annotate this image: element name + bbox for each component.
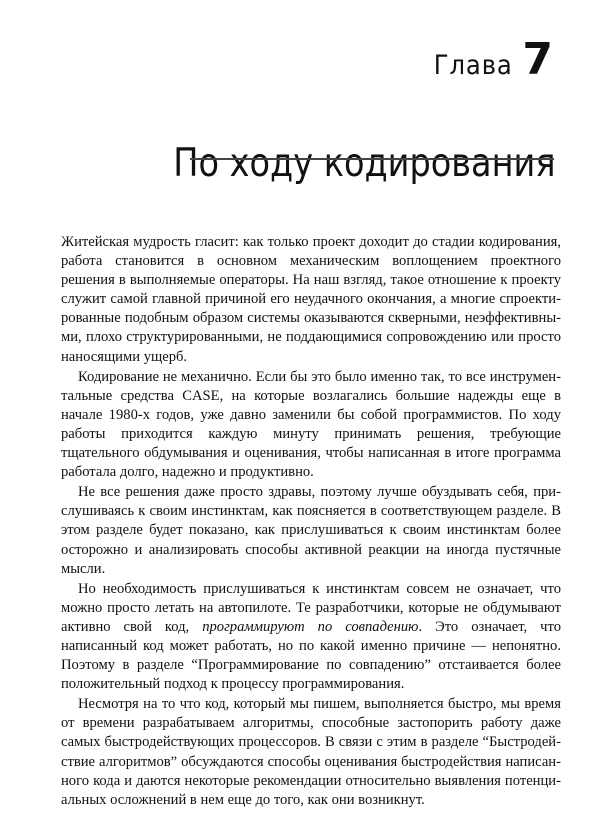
chapter-label: [425, 34, 554, 85]
title-underline: [190, 158, 554, 160]
chapter-body: [61, 233, 561, 811]
chapter-label-word: Глава: [433, 50, 513, 81]
emphasis-text: программируют по совпадению: [202, 618, 419, 635]
paragraph: Несмотря на то что код, который мы пишем, выполняется быстро, мы время от времени разрабатываем алгоритмы, способные застопорить работу даже самых быстродействующих процессоров. В связи с этим в разделе “Быстродействие алгоритмов” обсуждаются способы оценивания быстродействия написанного кода и даются некоторые рекомендации относительно выявления потенциальных осложнений в нем еще до того, как они возникнут.: [61, 696, 561, 808]
paragraph: [61, 580, 561, 695]
chapter-number: 7: [522, 34, 554, 85]
chapter-title: По ходу кодирования: [173, 141, 556, 187]
paragraph-text: Но необходимость прислушиваться к инстинктам совсем не означает, что можно просто летать на автопилоте. Те разработчики, которые не обдумывают активно свой код,: [61, 580, 561, 635]
paragraph: Не все решения даже просто здравы, поэтому лучше обуздывать себя, прислушиваясь к своим инстинктам, как поясняется в соответствующем разделе. В этом разделе будет показано, как прислушиваться к своим инстинктам более осторожно и анализировать способы активной реакции на иногда пустячные мысли.: [61, 484, 561, 577]
paragraph: Кодирование не механично. Если бы это было именно так, то все инструментальные средства CASE, на которые возлагались большие надежды еще в начале 1980-х годов, уже давно заменили бы собой программистов. По ходу работы приходится каждую минуту принимать решения, требующие тщательного обдумывания и оценивания, чтобы написанная в итоге программа работала долго, надежно и продуктивно.: [61, 368, 561, 481]
paragraph: Житейская мудрость гласит: как только проект доходит до стадии кодирования, работа становится в основном механическим воплощением проектного решения в выполняемые операторы. На наш взгляд, такое отношение к проекту служит самой главной причиной его неудачного окончания, а многие спроектированные подобным образом системы оказываются скверными, неэффективными, плохо структурированными, не поддающимися сопровождению или просто наносящими ущерб.: [61, 234, 561, 365]
paragraph-text: . Это означает, что написанный код может работать, но по какой именно причине — непонятно. Поэтому в разделе “Программирование по совпадению” отстаивается более положительный подход к процессу программирования.: [61, 618, 561, 693]
